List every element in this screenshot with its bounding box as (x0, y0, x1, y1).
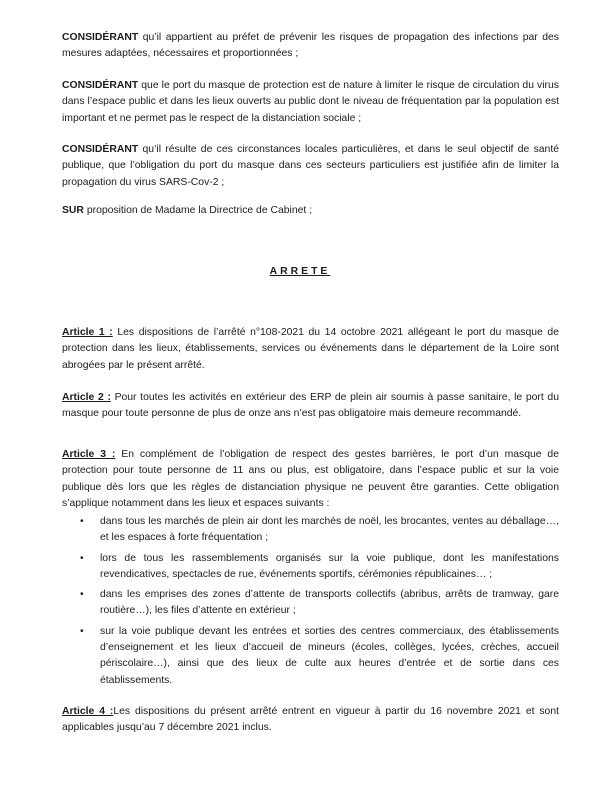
considerant-keyword: CONSIDÉRANT (62, 80, 139, 91)
considerant-2 (62, 78, 559, 127)
article-4 (62, 704, 559, 737)
article-label: Article 4 : (62, 706, 114, 717)
list-item-text: dans tous les marchés de plein air dont les marchés de noël, les brocantes, ventes au déballage…, et les espaces à forte fréquentation ; (100, 516, 559, 544)
article-2 (62, 390, 559, 423)
considerant-text: que le port du masque de protection est de nature à limiter le risque de circulation du virus dans l’espace public et dans les lieux ouverts au public dont le niveau de fréquentation par la population est important et ne permet pas le respect de la distanciation sociale ; (62, 80, 559, 124)
list-item-text: sur la voie publique devant les entrées et sorties des centres commerciaux, des établissements d’enseignement et les lieux d’accueil de mineurs (écoles, collèges, lycées, crèches, accueil périscolaire…), ainsi que des lieux de culte aux heures d’entrée et de sortie dans ces établissements. (100, 625, 559, 686)
considerant-1 (62, 30, 559, 63)
article-label: Article 1 : (62, 327, 113, 338)
considerant-text: qu’il résulte de ces circonstances locales particulières, et dans le seul objectif de santé publique, que l’obligation du port du masque dans ces secteurs particuliers est justifiée afin de limiter la propagation du virus SARS-Cov-2 ; (62, 144, 559, 188)
list-item (62, 587, 559, 620)
considerant-3 (62, 142, 559, 191)
article-text: Pour toutes les activités en extérieur des ERP de plein air soumis à passe sanitaire, le port du masque pour toute personne de plus de onze ans n’est pas obligatoire mais demeure recommandé. (62, 392, 559, 420)
sur-proposition (62, 203, 559, 219)
sur-keyword: SUR (62, 205, 84, 216)
bullet-icon: • (80, 625, 84, 637)
article-text: En complément de l’obligation de respect des gestes barrières, le port d’un masque de protection pour toute personne de 11 ans ou plus, est obligatoire, dans l’espace public et sur la voie publique dès lors que les règles de distanciation physique ne peuvent être garanties. Cette obligation s’applique notamment dans les lieux et espaces suivants : (62, 449, 559, 509)
considerant-text: qu’il appartient au préfet de prévenir les risques de propagation des infections par des mesures adaptées, nécessaires et proportionnées ; (62, 32, 559, 60)
bullet-icon: • (80, 552, 84, 564)
list-item (62, 624, 559, 689)
article-label: Article 3 : (62, 449, 116, 460)
considerant-keyword: CONSIDÉRANT (62, 144, 139, 155)
list-item-text: dans les emprises des zones d’attente de transports collectifs (abribus, arrêts de tramway, gare routière…), les files d’attente en extérieur ; (100, 589, 559, 617)
bullet-icon: • (80, 589, 84, 601)
list-item-text: lors de tous les rassemblements organisés sur la voie publique, dont les manifestations revendicatives, spectacles de rue, événements sportifs, cérémonies républicaines… ; (100, 552, 559, 580)
sur-text: proposition de Madame la Directrice de Cabinet ; (83, 205, 313, 216)
list-item (62, 514, 559, 547)
bullet-icon: • (80, 516, 84, 527)
article-1 (62, 325, 559, 374)
list-item (62, 551, 559, 584)
article-text: Les dispositions du présent arrêté entrent en vigueur à partir du 16 novembre 2021 et sont applicables jusqu’au 7 décembre 2021 inclus. (62, 706, 559, 734)
article-text: Les dispositions de l’arrêté n°108-2021 du 14 octobre 2021 allégeant le port du masque de protection dans les lieux, établissements, services ou événements dans le département de la Loire sont abrogées par le présent arrêté. (62, 327, 559, 371)
article-label: Article 2 : (62, 392, 111, 403)
considerant-keyword: CONSIDÉRANT (62, 32, 139, 43)
bullet-list (62, 514, 559, 693)
document-title: ARRETE (269, 266, 331, 277)
article-3 (62, 447, 559, 512)
